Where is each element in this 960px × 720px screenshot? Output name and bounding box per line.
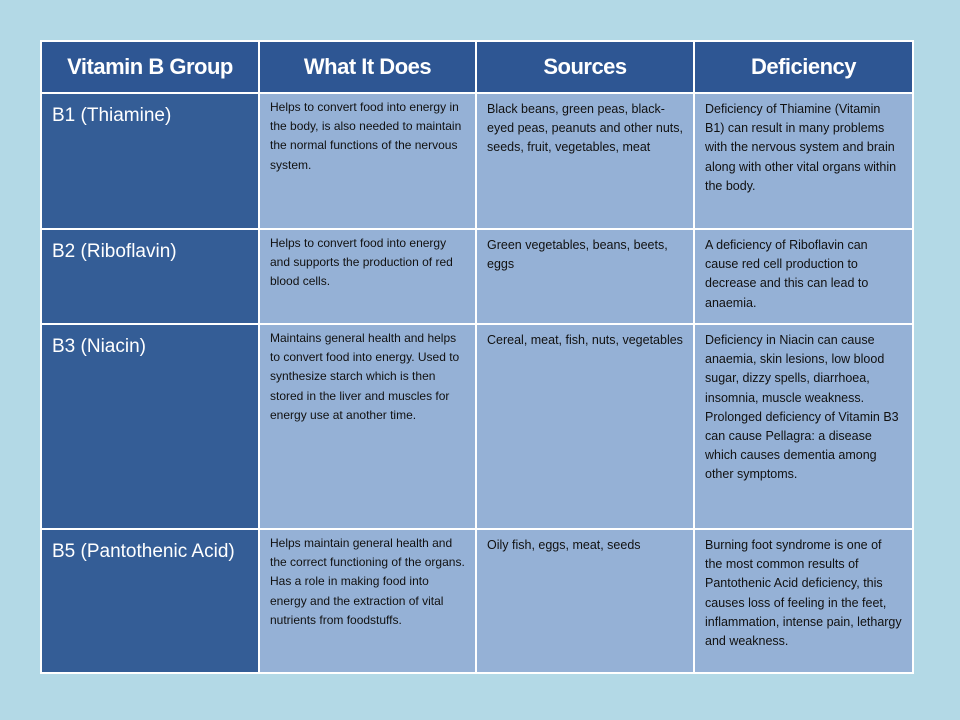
deficiency-cell [694,324,913,529]
what-it-does-cell: Helps to convert food into energy in the body, is also needed to maintain the normal functions of the nervous system. [259,93,476,229]
table-row [41,93,913,229]
header-deficiency: Deficiency [694,41,913,93]
sources-cell: Cereal, meat, fish, nuts, vegetables [476,324,694,529]
deficiency-text: A deficiency of Riboflavin can cause red cell production to decrease and this can lead to anaemia. [705,238,869,310]
group-cell: B1 (Thiamine) [41,93,259,229]
deficiency-cell [694,229,913,324]
deficiency-cell [694,93,913,229]
vitamin-b-table [40,40,914,674]
table-row [41,324,913,529]
sources-cell: Oily fish, eggs, meat, seeds [476,529,694,673]
deficiency-cell [694,529,913,673]
what-it-does-cell: Maintains general health and helps to convert food into energy. Used to synthesize starch which is then stored in the liver and muscles for energy use at another time. [259,324,476,529]
group-cell: B3 (Niacin) [41,324,259,529]
deficiency-text: Deficiency in Niacin can cause anaemia, skin lesions, low blood sugar, dizzy spells, diarrhoea, insomnia, muscle weakness. [705,333,885,405]
header-sources: Sources [476,41,694,93]
deficiency-text-prolonged: Prolonged deficiency of Vitamin B3 can cause Pellagra: a disease which causes dementia among other symptoms. [705,409,899,482]
what-it-does-cell: Helps maintain general health and the correct functioning of the organs. Has a role in making food into energy and the extraction of vital nutrients from foodstuffs. [259,529,476,673]
deficiency-text: Deficiency of Thiamine (Vitamin B1) can result in many problems with the nervous system and brain along with other vital organs within the body. [705,102,897,193]
header-what-it-does: What It Does [259,41,476,93]
deficiency-text: Burning foot syndrome is one of the most common results of Pantothenic Acid deficiency, this causes loss of feeling in the feet, inflammation, intense pain, lethargy and weakness. [705,538,902,649]
sources-cell: Green vegetables, beans, beets, eggs [476,229,694,324]
sources-cell: Black beans, green peas, black-eyed peas, peanuts and other nuts, seeds, fruit, vegetables, meat [476,93,694,229]
what-it-does-cell: Helps to convert food into energy and supports the production of red blood cells. [259,229,476,324]
table-row [41,529,913,673]
group-cell: B5 (Pantothenic Acid) [41,529,259,673]
table-header-row [41,41,913,93]
header-vitamin-b-group: Vitamin B Group [41,41,259,93]
group-cell: B2 (Riboflavin) [41,229,259,324]
vitamin-b-table-container [40,40,912,674]
table-row [41,229,913,324]
